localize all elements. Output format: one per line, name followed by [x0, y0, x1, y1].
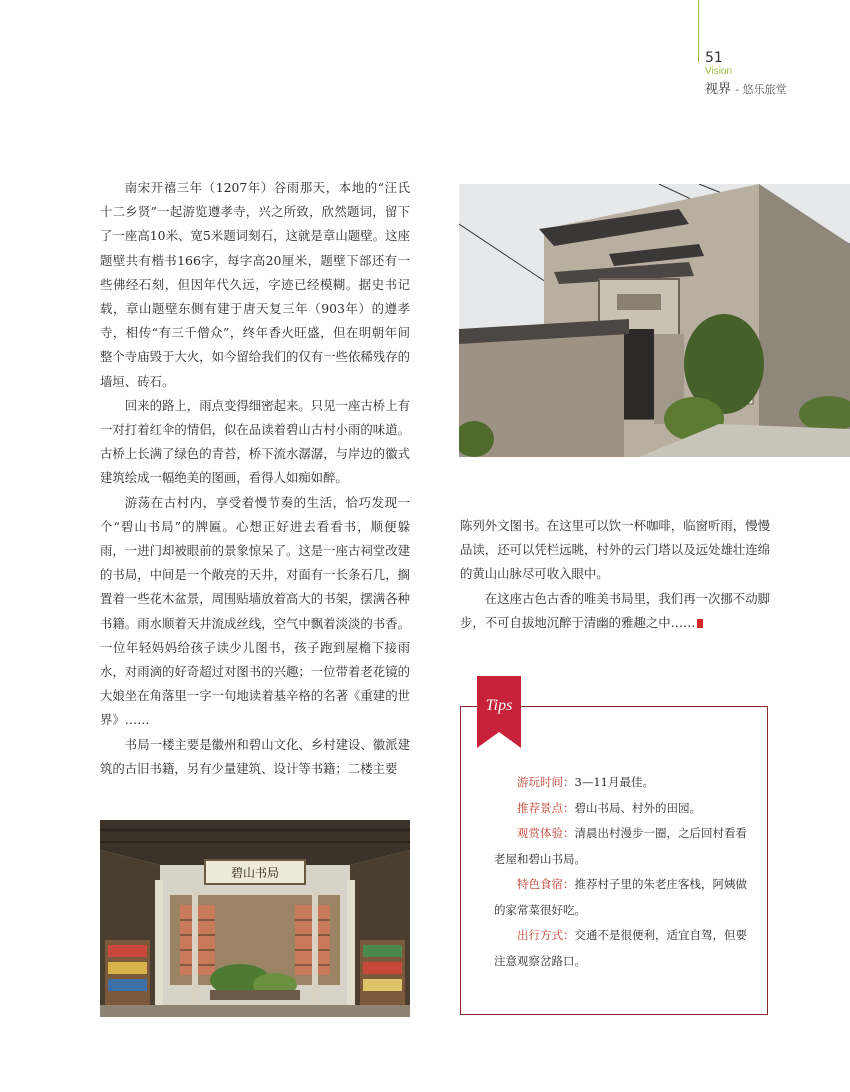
- tips-item-value: 3—11月最佳。: [574, 775, 654, 789]
- right-column: [460, 514, 770, 635]
- tips-item-key: 出行方式：: [517, 928, 575, 942]
- tips-item-value: 交通不是很便利，适宜自驾，但要注意观察岔路口。: [494, 928, 747, 968]
- tips-list: [494, 770, 754, 974]
- bookstore-interior-illustration: [100, 820, 410, 1017]
- tips-item-key: 游玩时间：: [517, 775, 575, 789]
- section-subtitle: - 悠乐旅堂: [735, 83, 787, 96]
- tips-label: Tips: [485, 697, 513, 714]
- tips-item-key: 观赏体验：: [517, 826, 575, 840]
- tips-item-value: 清晨出村漫步一圈，之后回村看看老屋和碧山书局。: [494, 826, 747, 866]
- paragraph: 书局一楼主要是徽州和碧山文化、乡村建设、徽派建筑的古旧书籍，另有少量建筑、设计等书籍；二楼主要: [100, 736, 410, 776]
- tips-item-value: 推荐村子里的朱老庄客栈，阿姨做的家常菜很好吃。: [494, 877, 747, 917]
- tips-item: [494, 770, 754, 796]
- village-gate-photo: [459, 184, 850, 457]
- tips-item: [494, 872, 754, 923]
- tips-item: [494, 821, 754, 872]
- section-name: 视界: [705, 82, 732, 97]
- paragraph-last: [460, 587, 770, 635]
- paragraph: 回来的路上，雨点变得细密起来。只见一座古桥上有一对打着红伞的情侣，似在品读着碧山古村小雨的味道。古桥上长满了绿色的青苔，桥下流水潺潺，与岸边的徽式建筑绘成一幅绝美的图画，看得人如痴如醉。: [100, 397, 410, 486]
- village-gate-illustration: [459, 184, 850, 457]
- section-title: [705, 78, 787, 97]
- tips-item-value: 碧山书局、村外的田园。: [574, 800, 701, 815]
- section-english: Vision: [705, 66, 733, 77]
- end-mark-icon: [697, 619, 703, 628]
- tips-item: [494, 923, 754, 974]
- paragraph: 陈列外文图书。在这里可以饮一杯咖啡，临窗听雨，慢慢品读，还可以凭栏远眺，村外的云门塔以及远处雄壮连绵的黄山山脉尽可收入眼中。: [460, 518, 770, 582]
- bookstore-sign-text: 碧山书局: [230, 866, 280, 880]
- tips-item: [494, 796, 754, 822]
- paragraph: 南宋开禧三年（1207年）谷雨那天，本地的“汪氏十二乡贤”一起游览遵孝寺，兴之所致，欣然题词，留下了一座高10米、宽5米题词刻石，这就是章山题壁。这座题壁共有楷书166字，每字高20厘米，题壁下部还有一些佛经石刻，但因年代久远，字迹已经模糊。据史书记载，章山题壁东侧有建于唐天复三年（903年）的遵孝寺，相传“有三千僧众”，终年香火旺盛，但在明朝年间整个寺庙毁于大火，如今留给我们的仅有一些依稀残存的墙垣、砖石。: [100, 180, 410, 389]
- header-divider: [698, 0, 699, 62]
- tips-item-key: 特色食宿：: [517, 877, 575, 891]
- paragraph-text: 在这座古色古香的唯美书局里，我们再一次挪不动脚步，不可自拔地沉醉于清幽的雅趣之中……: [460, 590, 770, 630]
- page-number: 51: [705, 50, 723, 66]
- paragraph: 游荡在古村内，享受着慢节奏的生活，恰巧发现一个“碧山书局”的牌匾。心想正好进去看看书，顺便躲雨，一进门却被眼前的景象惊呆了。这是一座古祠堂改建的书局，中间是一个敞亮的天井，对面有一长条石几，搁置着一些花木盆景，周围贴墙放着高大的书架，摆满各种书籍。雨水顺着天井流成丝线，空气中飘着淡淡的书香。一位年轻妈妈给孩子读少儿图书，孩子跑到屋檐下接雨水，对雨滴的好奇超过对图书的兴趣；一位带着老花镜的大娘坐在角落里一字一句地读着基辛格的名著《重建的世界》……: [100, 494, 410, 728]
- left-column: [100, 176, 410, 781]
- tips-item-key: 推荐景点：: [517, 800, 575, 815]
- bookstore-interior-photo: [100, 820, 410, 1017]
